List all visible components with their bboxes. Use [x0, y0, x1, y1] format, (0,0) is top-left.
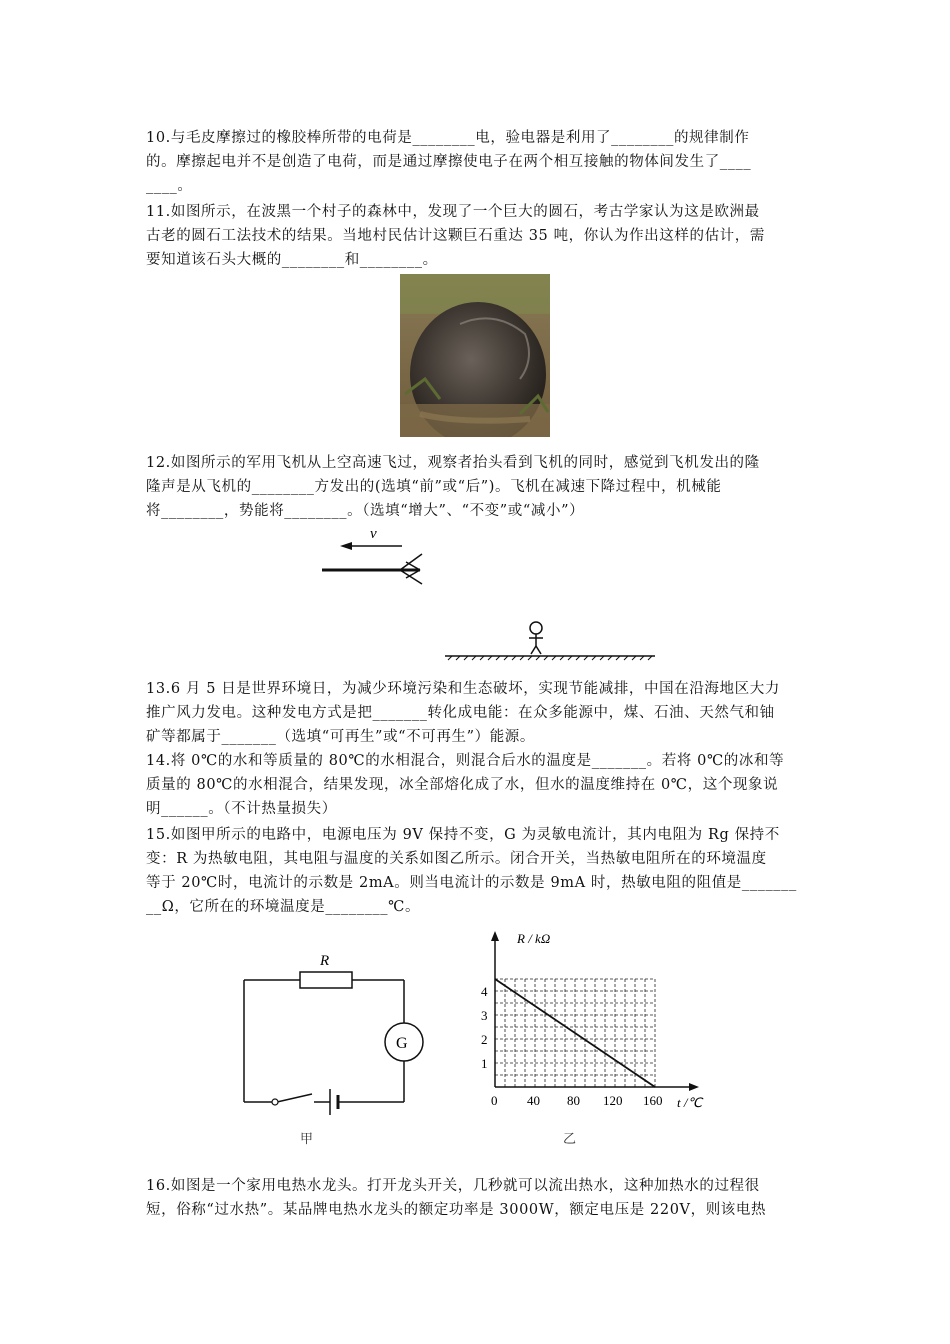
observer-icon — [529, 622, 543, 654]
q11-line: 古老的圆石工法技术的结果。当地村民估计这颗巨石重达 35 吨，你认为作出这样的估计，需 — [146, 228, 765, 244]
q13-line: 矿等都属于_______（选填“可再生”或“不可再生”）能源。 — [146, 729, 535, 745]
velocity-label: v — [370, 526, 377, 542]
airplane-figure — [310, 522, 660, 662]
y-axis-label: R / kΩ — [517, 931, 551, 946]
x-tick-label: 120 — [603, 1093, 623, 1108]
airplane-icon — [322, 554, 422, 584]
y-tick-label: 2 — [481, 1032, 488, 1047]
x-axis-label: t /℃ — [677, 1095, 703, 1110]
q12-line: 12.如图所示的军用飞机从上空高速飞过，观察者抬头看到飞机的同时，感觉到飞机发出的隆 — [146, 455, 760, 471]
q15-line: __Ω，它所在的环境温度是________℃。 — [146, 899, 421, 915]
resistor-label: R — [320, 953, 330, 969]
boulder-photo — [400, 274, 550, 437]
y-axis-arrow — [491, 931, 499, 941]
resistor-symbol — [300, 972, 352, 988]
circuit-diagram — [232, 945, 432, 1150]
question-14 — [146, 749, 810, 821]
switch-symbol — [277, 1094, 312, 1102]
q14-line: 质量的 80℃的水相混合，结果发现，冰全部熔化成了水，但水的温度维持在 0℃，这个现象说 — [146, 777, 779, 793]
q15-line: 等于 20℃时，电流计的示数是 2mA。则当电流计的示数是 9mA 时，热敏电阻的阻值是_______ — [146, 875, 797, 891]
q12-line: 将________，势能将________。（选填“增大”、“不变”或“减小”） — [146, 503, 585, 519]
y-tick-label: 3 — [481, 1008, 488, 1023]
x-tick-label: 160 — [643, 1093, 663, 1108]
y-tick-label: 1 — [481, 1056, 488, 1071]
question-13 — [146, 677, 810, 749]
q15-line: 变：R 为热敏电阻，其电阻与温度的关系如图乙所示。闭合开关，当热敏电阻所在的环境温度 — [146, 851, 767, 867]
q13-line: 推广风力发电。这种发电方式是把_______转化成电能：在众多能源中，煤、石油、天然气和铀 — [146, 705, 775, 721]
chart-caption: 乙 — [563, 1132, 577, 1147]
q12-line: 隆声是从飞机的________方发出的(选填“前”或“后”)。飞机在减速下降过程中，机械能 — [146, 479, 722, 495]
q10-line: 10.与毛皮摩擦过的橡胶棒所带的电荷是________电，验电器是利用了________的规律制作 — [146, 130, 750, 146]
x-axis-arrow — [689, 1083, 699, 1091]
q10-line: 的。摩擦起电并不是创造了电荷，而是通过摩擦使电子在两个相互接触的物体间发生了____ — [146, 154, 752, 170]
question-16 — [146, 1174, 810, 1222]
q13-line: 13.6 月 5 日是世界环境日，为减少环境污染和生态破坏，实现节能减排，中国在沿海地区大力 — [146, 681, 780, 697]
q11-line: 11.如图所示，在波黑一个村子的森林中，发现了一个巨大的圆石，考古学家认为这是欧洲最 — [146, 204, 760, 220]
q14-line: 14.将 0℃的水和等质量的 80℃的水相混合，则混合后水的温度是_______。若将 0℃的冰和等 — [146, 753, 785, 769]
question-11 — [146, 200, 810, 272]
q16-line: 16.如图是一个家用电热水龙头。打开龙头开关，几秒就可以流出热水，这种加热水的过程很 — [146, 1178, 760, 1194]
q16-line: 短，俗称“过水热”。某品牌电热水龙头的额定功率是 3000W，额定电压是 220V，则该电热 — [146, 1202, 767, 1218]
x-tick-label: 40 — [527, 1093, 540, 1108]
arrow-head — [340, 542, 352, 550]
x-tick-label: 0 — [491, 1093, 498, 1108]
question-15 — [146, 823, 810, 919]
q15-line: 15.如图甲所示的电路中，电源电压为 9V 保持不变，G 为灵敏电流计，其内电阻为 Rg 保持不 — [146, 827, 780, 843]
q11-line: 要知道该石头大概的________和________。 — [146, 252, 438, 268]
q14-line: 明______。（不计热量损失） — [146, 801, 337, 817]
circuit-caption: 甲 — [300, 1132, 314, 1147]
y-tick-label: 4 — [481, 984, 488, 999]
q10-line: ____。 — [146, 178, 193, 194]
galvanometer-label: G — [396, 1035, 408, 1052]
question-12 — [146, 451, 810, 523]
ground-line — [445, 656, 655, 660]
x-tick-label: 80 — [567, 1093, 580, 1108]
question-10 — [146, 126, 810, 198]
resistance-temperature-chart — [475, 925, 715, 1150]
